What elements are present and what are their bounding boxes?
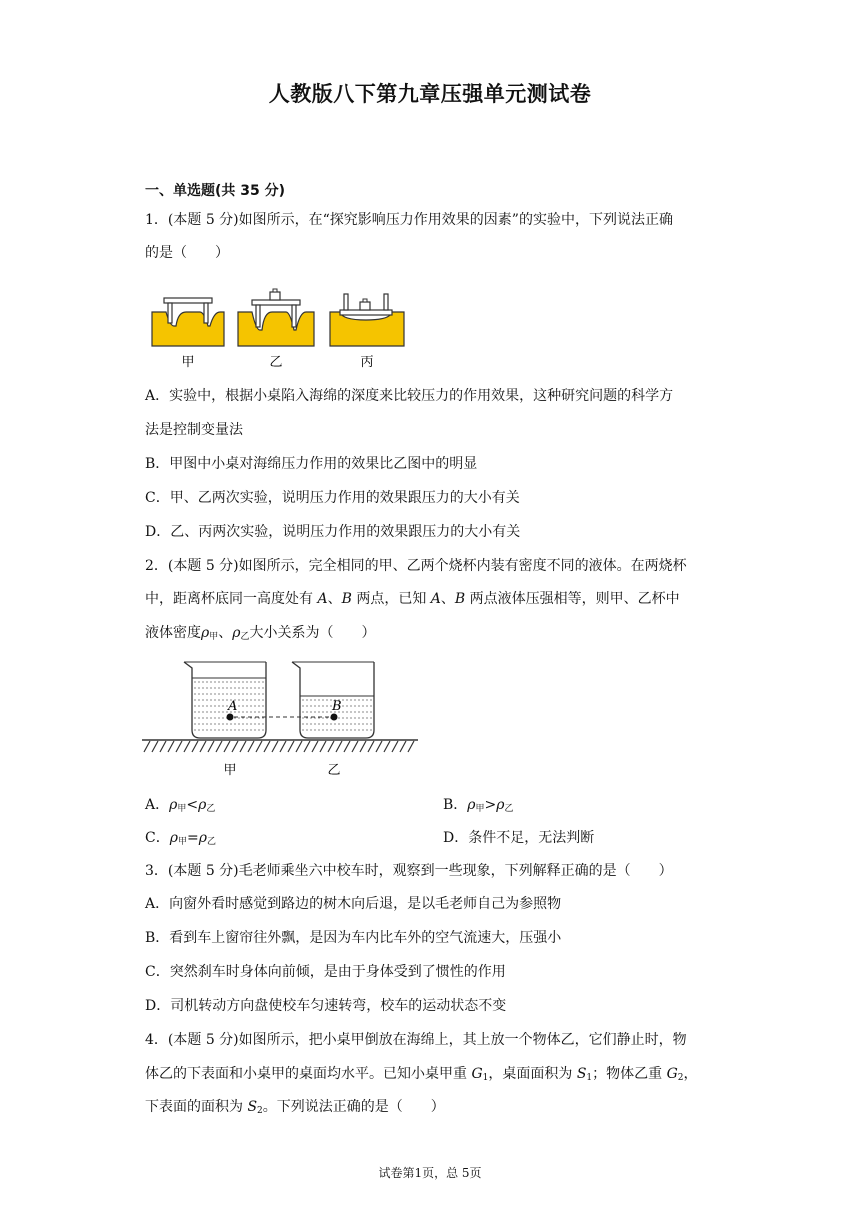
fig-label-jia: 甲 (181, 355, 195, 370)
q2-option-d: D．条件不足，无法判断 (443, 830, 595, 846)
q4-stem-line3: 下表面的面积为 $S_2$。下列说法正确的是（ ） (145, 1099, 445, 1116)
q2-stem-line2: 中，距离杯底同一高度处有 A、B 两点，已知 A、B 两点液体压强相等，则甲、乙杯中 (145, 591, 680, 607)
q4-stem-line2: 体乙的下表面和小桌甲的桌面均水平。已知小桌甲重 $G_1$，桌面面积为 $S_1$；物体乙重 $G_2$， (145, 1066, 698, 1083)
q1-figure-sponge-tables (148, 288, 410, 370)
q1-stem-line1: 1．(本题 5 分)如图所示，在“探究影响压力作用效果的因素”的实验中，下列说法正确 (145, 212, 673, 228)
beaker-yi (292, 662, 374, 738)
q3-option-a: A．向窗外看时感觉到路边的树木向后退，是以毛老师自己为参照物 (145, 896, 562, 912)
q3-stem: 3．(本题 5 分)毛老师乘坐六中校车时，观察到一些现象，下列解释正确的是（ ） (145, 863, 673, 879)
q3-option-c: C．突然刹车时身体向前倾，是由于身体受到了惯性的作用 (145, 964, 506, 980)
fig-label-yi: 乙 (327, 763, 341, 778)
q3-option-d: D．司机转动方向盘使校车匀速转弯，校车的运动状态不变 (145, 998, 507, 1014)
fig-label-yi: 乙 (269, 355, 283, 370)
q1-option-a-line1: A．实验中，根据小桌陷入海绵的深度来比较压力的作用效果，这种研究问题的科学方 (145, 388, 674, 404)
q2-option-c: C．$\rho_甲=\rho_乙$ (145, 830, 216, 847)
point-b-label: B (332, 699, 342, 714)
section-heading: 一、单选题(共 35 分) (145, 183, 286, 199)
fig-bing (330, 294, 404, 346)
q1-option-c: C．甲、乙两次实验，说明压力作用的效果跟压力的大小有关 (145, 490, 520, 506)
q1-option-d: D．乙、丙两次实验，说明压力作用的效果跟压力的大小有关 (145, 524, 521, 540)
q2-option-b: B．$\rho_甲>\rho_乙$ (443, 797, 514, 814)
q2-figure-beakers (140, 656, 422, 780)
q2-option-a: A．$\rho_甲<\rho_乙$ (145, 797, 216, 814)
q3-option-b: B．看到车上窗帘往外飘，是因为车内比车外的空气流速大，压强小 (145, 930, 562, 946)
q1-option-b: B．甲图中小桌对海绵压力作用的效果比乙图中的明显 (145, 456, 478, 472)
page-title: 人教版八下第九章压强单元测试卷 (268, 82, 592, 106)
beaker-jia (184, 662, 266, 738)
q1-option-a-line2: 法是控制变量法 (145, 422, 243, 438)
fig-yi (238, 289, 314, 346)
q2-stem-line3: 液体密度$\rho_甲$、$\rho_乙$大小关系为（ ） (145, 625, 376, 642)
fig-jia (152, 298, 224, 346)
fig-label-bing: 丙 (360, 355, 374, 370)
q2-stem-line1: 2．(本题 5 分)如图所示，完全相同的甲、乙两个烧杯内装有密度不同的液体。在两烧杯 (145, 558, 687, 574)
fig-label-jia: 甲 (223, 763, 237, 778)
page-footer: 试卷第1页，总 5页 (378, 1166, 482, 1180)
point-a-label: A (228, 699, 238, 714)
q4-stem-line1: 4．(本题 5 分)如图所示，把小桌甲倒放在海绵上，其上放一个物体乙，它们静止时，物 (145, 1032, 687, 1048)
q1-stem-line2: 的是（ ） (145, 245, 229, 261)
